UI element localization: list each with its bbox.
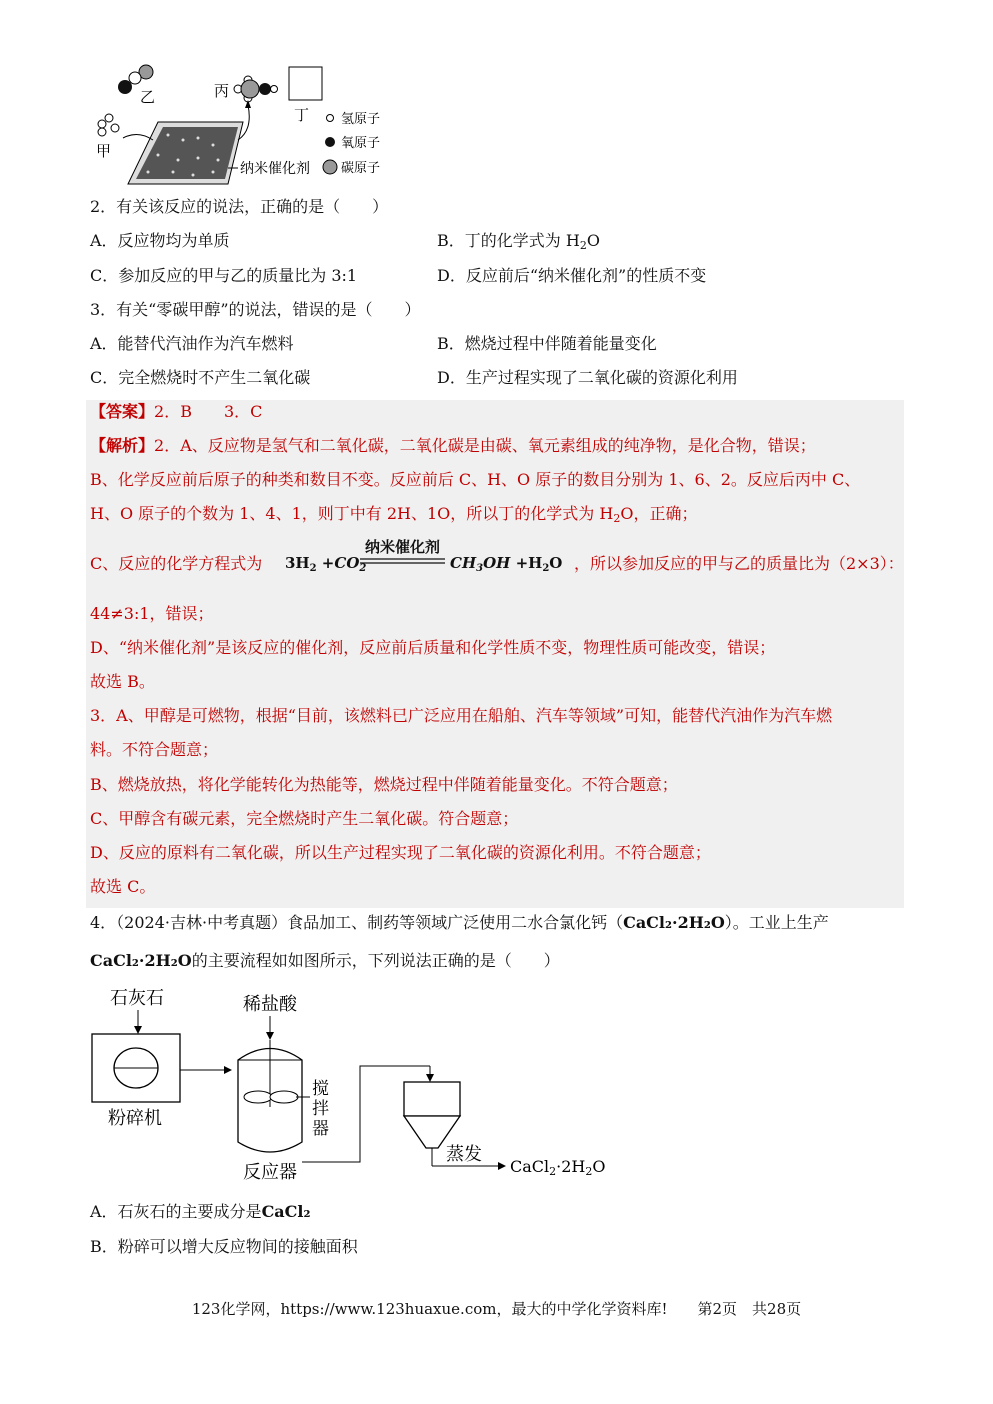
flow-crusher: 粉碎机	[108, 1108, 162, 1129]
svg-text:3H2 +CO2: $3H_2 +CO_2$	[285, 554, 367, 574]
analysis-line-9: 料。不符合题意；	[90, 740, 219, 759]
chemical-equation	[285, 537, 575, 577]
label-bing: 丙	[214, 82, 230, 100]
q2-stem: 2．有关该反应的说法，正确的是（ ）	[90, 197, 389, 216]
q3-option-d: D．生产过程实现了二氧化碳的资源化利用	[437, 368, 738, 387]
analysis-line-6: D、“纳米催化剂”是该反应的催化剂，反应前后质量和化学性质不变，物理性质可能改变，错误；	[90, 638, 776, 657]
q3-option-c: C．完全燃烧时不产生二氧化碳	[90, 368, 311, 387]
legend-carbon: 碳原子	[341, 161, 381, 176]
q2-option-c: C．参加反应的甲与乙的质量比为 3:1	[90, 266, 358, 285]
q4-option-b: B．粉碎可以增大反应物间的接触面积	[90, 1237, 358, 1256]
answer-line: 【答案】2．B 3．C	[90, 402, 263, 421]
process-flow-diagram	[88, 982, 628, 1192]
analysis-line-4-pre: C、反应的化学方程式为	[90, 554, 263, 573]
q2-option-b: B．丁的化学式为 $H_2O$	[437, 231, 600, 252]
q3-option-b: B．燃烧过程中伴随着能量变化	[437, 334, 657, 353]
page-footer: 123化学网，https://www.123huaxue.com，最大的中学化学资料库! 第2页 共28页	[191, 1300, 802, 1318]
analysis-line-1: 【解析】2．A、反应物是氢气和二氧化碳，二氧化碳是由碳、氧元素组成的纯净物，是化合物，错误；	[90, 436, 816, 455]
analysis-line-7: 故选 B。	[90, 672, 155, 691]
flow-acid: 稀盐酸	[243, 994, 297, 1015]
flow-product: CaCl2·2H2O	[510, 1157, 606, 1178]
q4-stem-line-2: CaCl₂·2H₂O的主要流程如如图所示，下列说法正确的是（ ）	[90, 951, 560, 970]
label-ding: 丁	[294, 106, 310, 124]
q3-stem: 3．有关“零碳甲醇”的说法，错误的是（ ）	[90, 300, 421, 319]
analysis-line-13: 故选 C。	[90, 877, 156, 896]
flow-limestone: 石灰石	[110, 988, 164, 1009]
q4-stem-line-1: 4．（2024·吉林·中考真题）食品加工、制药等领域广泛使用二水合氯化钙（CaCl₂·2H₂O）。工业上生产	[90, 913, 829, 932]
legend-hydrogen: 氢原子	[341, 112, 381, 127]
analysis-line-2: B、化学反应前后原子的种类和数目不变。反应前后 C、H、O 原子的数目分别为 1、6、2。反应后丙中 C、	[90, 470, 861, 489]
q3-option-a: A．能替代汽油作为汽车燃料	[90, 334, 294, 353]
analysis-line-8: 3．A、甲醇是可燃物，根据“目前，该燃料已广泛应用在船舶、汽车等领域”可知，能替代汽油作为汽车燃	[90, 706, 833, 725]
svg-text:CH3OH +H2O: $CH_3OH +H_2O$	[450, 554, 563, 574]
q4-option-a: A．石灰石的主要成分是CaCl₂	[90, 1202, 311, 1221]
analysis-line-4-post: ，所以参加反应的甲与乙的质量比为（2×3）：	[574, 554, 904, 573]
label-jia: 甲	[96, 142, 112, 160]
eq-catalyst: 纳米催化剂	[365, 538, 441, 556]
flow-reactor: 反应器	[243, 1162, 297, 1183]
reaction-diagram	[88, 60, 408, 190]
analysis-line-3: H、O 原子的个数为 1、4、1，则丁中有 2H、1O，所以丁的化学式为 $H_2O$，正确；	[90, 504, 698, 525]
legend-oxygen: 氧原子	[341, 136, 381, 151]
flow-stir-1: 搅	[312, 1079, 329, 1099]
q2-option-a: A．反应物均为单质	[90, 231, 230, 250]
analysis-line-10: B、燃烧放热，将化学能转化为热能等，燃烧过程中伴随着能量变化。不符合题意；	[90, 775, 678, 794]
analysis-line-5: 44≠3:1，错误；	[90, 604, 214, 623]
catalyst-label: 纳米催化剂	[240, 161, 310, 177]
flow-stir-3: 器	[312, 1119, 329, 1139]
q2-option-d: D．反应前后“纳米催化剂”的性质不变	[437, 266, 707, 285]
analysis-line-11: C、甲醇含有碳元素，完全燃烧时产生二氧化碳。符合题意；	[90, 809, 519, 828]
analysis-line-12: D、反应的原料有二氧化碳，所以生产过程实现了二氧化碳的资源化利用。不符合题意；	[90, 843, 711, 862]
flow-stir-2: 拌	[312, 1099, 329, 1119]
label-yi: 乙	[140, 88, 156, 106]
flow-evaporate: 蒸发	[446, 1144, 482, 1165]
